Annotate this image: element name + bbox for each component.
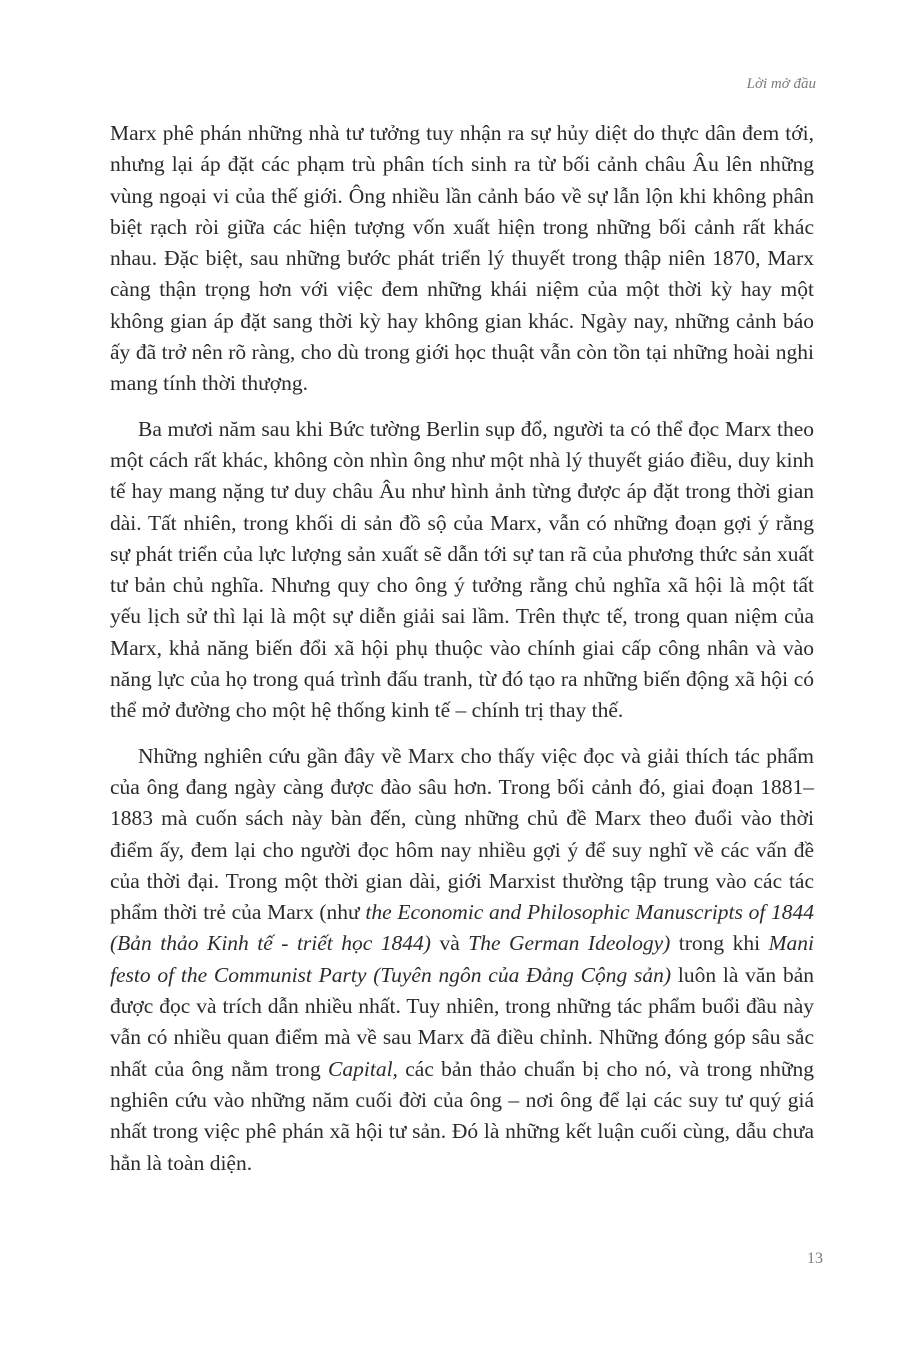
paragraph-3-text-1: Những nghiên cứu gần đây về Marx cho thấy việc đọc và giải thích tác phẩm của ông đang ngày càng được đào sâu hơn. Trong bối cảnh đó, giai đoạn 1881–1883 mà cuốn sách này bàn đến, cùng những chủ đề Marx theo đuổi vào thời điểm ấy, đem lại cho người đọc hôm nay nhiều gợi ý để suy nghĩ về các vấn đề của thời đại. Trong một thời gian dài, giới Marxist thường tập trung vào các tác phẩm thời trẻ của Marx (như (110, 743, 814, 925)
page-number: 13 (807, 1250, 823, 1267)
paragraph-3-text-5: các bản thảo chuẩn bị cho nó, và trong những nghiên cứu vào những năm cuối đời của ông – nơi ông để lại các suy tư quý giá nhất trong việc phê phán xã hội tư sản. Đó là những kết luận cuối cùng, dẫu chưa hẳn là toàn diện. (110, 1056, 814, 1175)
paragraph-3-text-2: và (430, 931, 469, 956)
body-text (110, 118, 814, 1193)
running-head: Lời mở đầu (746, 76, 816, 92)
title-economic-manuscripts: the Economic and Philosophic Manuscripts of 1844 (Bản thảo Kinh tế - triết học 1844) (110, 900, 814, 956)
title-german-ideology: The German Ideology) (468, 931, 671, 956)
paragraph-3-text-3: trong khi (670, 931, 769, 956)
paragraph-3 (110, 741, 814, 1179)
paragraph-3-text-4: luôn là văn bản được đọc và trích dẫn nhiều nhất. Tuy nhiên, trong những tác phẩm buổi đầu này vẫn có nhiều quan điểm mà về sau Marx đã điều chỉnh. Những đóng góp sâu sắc nhất của ông nằm trong (110, 962, 814, 1081)
paragraph-2: Ba mươi năm sau khi Bức tường Berlin sụp đổ, người ta có thể đọc Marx theo một cách rất khác, không còn nhìn ông như một nhà lý thuyết giáo điều, duy kinh tế hay mang nặng tư duy châu Âu như hình ảnh từng được áp đặt trong thời gian dài. Tất nhiên, trong khối di sản đồ sộ của Marx, vẫn có những đoạn gợi ý rằng sự phát triển của lực lượng sản xuất sẽ dẫn tới sự tan rã của phương thức sản xuất tư bản chủ nghĩa. Nhưng quy cho ông ý tưởng rằng chủ nghĩa xã hội là một tất yếu lịch sử thì lại là một sự diễn giải sai lầm. Trên thực tế, trong quan niệm của Marx, khả năng biến đổi xã hội phụ thuộc vào chính giai cấp công nhân và vào năng lực của họ trong quá trình đấu tranh, từ đó tạo ra những biến động xã hội có thể mở đường cho một hệ thống kinh tế – chính trị thay thế. (110, 416, 814, 723)
title-capital: Capital, (328, 1056, 398, 1081)
paragraph-1: Marx phê phán những nhà tư tưởng tuy nhận ra sự hủy diệt do thực dân đem tới, nhưng lại áp đặt các phạm trù phân tích sinh ra từ bối cảnh châu Âu lên những vùng ngoại vi của thế giới. Ông nhiều lần cảnh báo về sự lẫn lộn khi không phân biệt rạch ròi giữa các hiện tượng vốn xuất hiện trong những bối cảnh rất khác nhau. Đặc biệt, sau những bước phát triển lý thuyết trong thập niên 1870, Marx càng thận trọng hơn với việc đem những khái niệm của một thời kỳ hay một không gian áp đặt sang thời kỳ hay không gian khác. Ngày nay, những cảnh báo ấy đã trở nên rõ ràng, cho dù trong giới học thuật vẫn còn tồn tại những hoài nghi mang tính thời thượng. (110, 121, 814, 396)
title-communist-manifesto: Mani festo of the Communist Party (Tuyên ngôn của Đảng Cộng sản) (110, 931, 815, 987)
